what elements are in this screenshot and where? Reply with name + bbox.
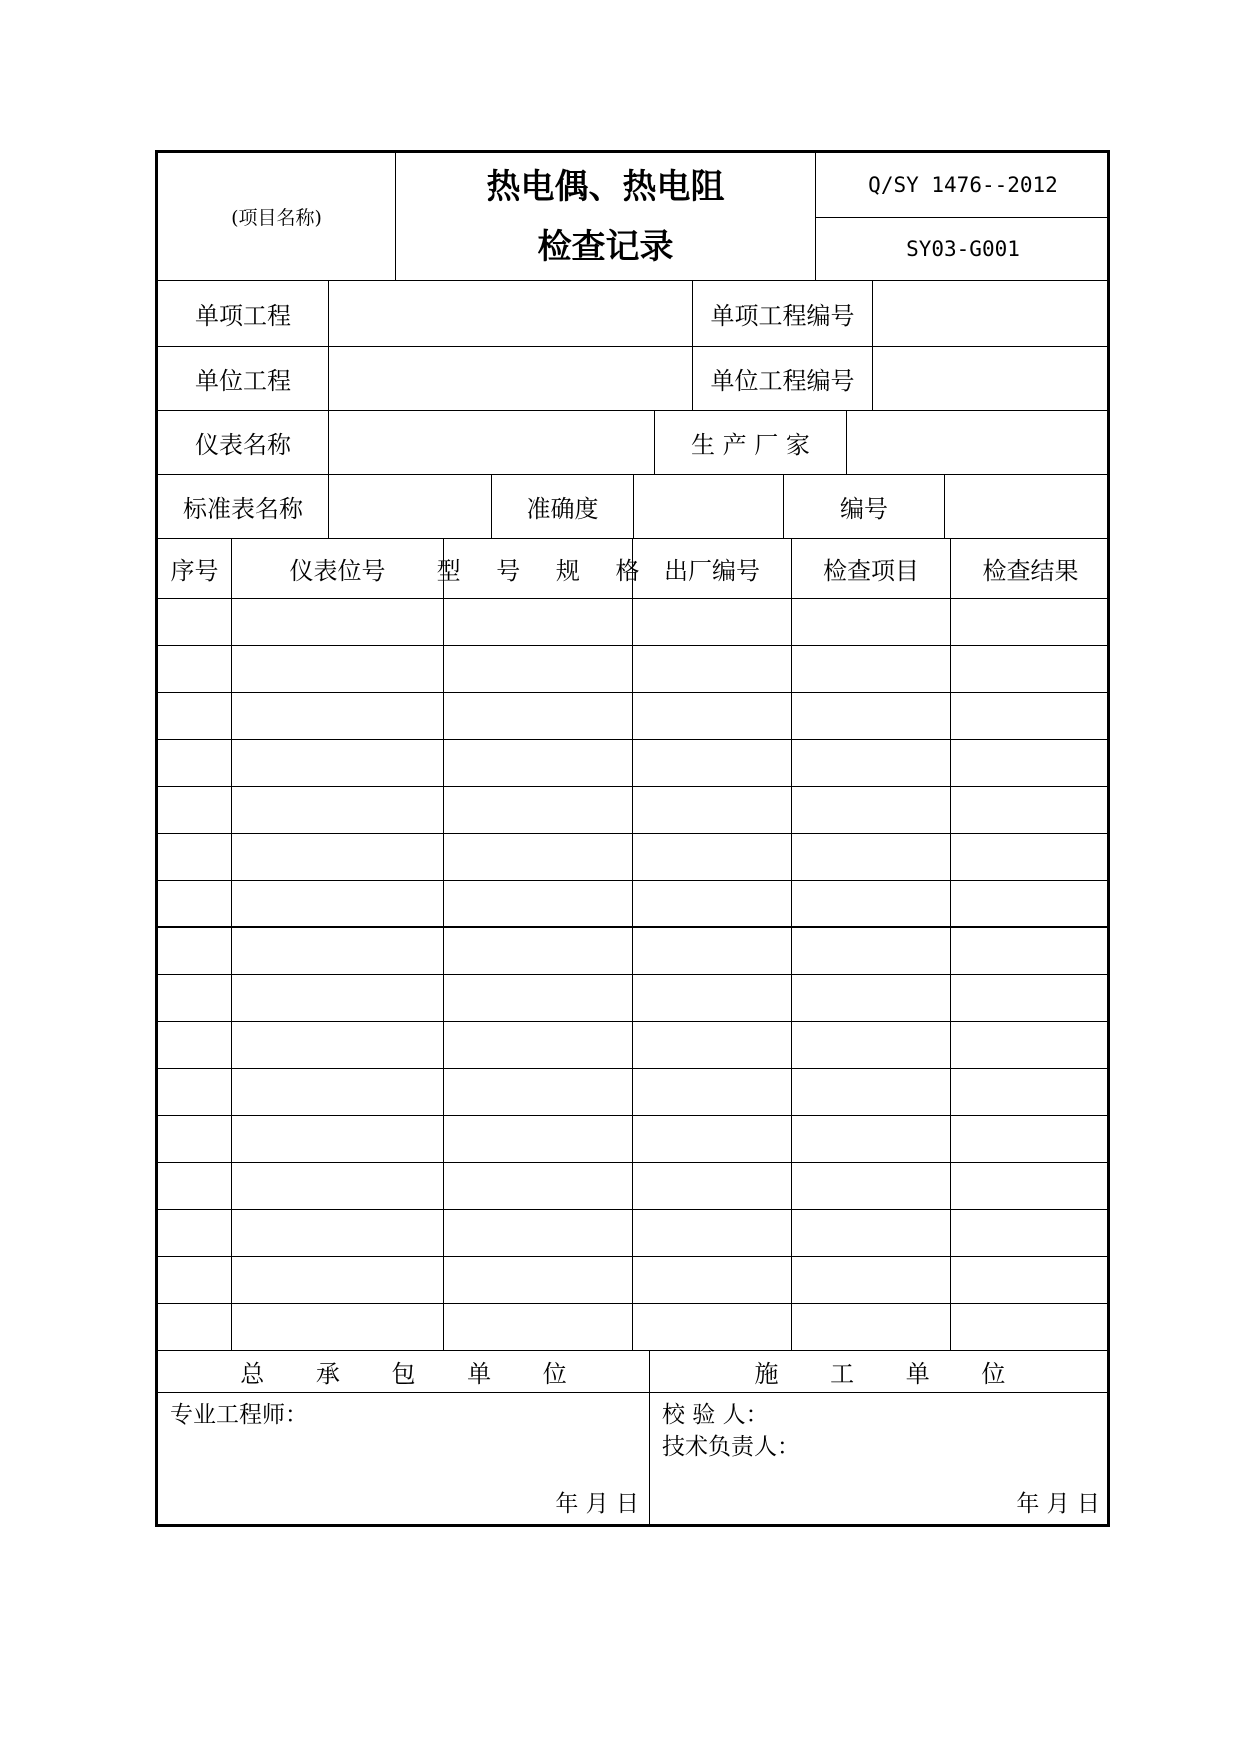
unit-project-label: 单位工程 <box>195 367 291 395</box>
cell-model[interactable] <box>443 1069 632 1115</box>
cell-model[interactable] <box>443 881 632 926</box>
table-row <box>158 693 1107 740</box>
cell-result[interactable] <box>950 1116 1110 1162</box>
table-row <box>158 834 1107 881</box>
cell-model[interactable] <box>443 693 632 739</box>
cell-seq[interactable] <box>158 646 231 692</box>
contractor-date: 年 月 日 <box>555 1491 639 1517</box>
col-header-serial: 出厂编号 <box>632 539 791 598</box>
cell-serial[interactable] <box>632 1069 791 1115</box>
table-row <box>158 1304 1107 1351</box>
table-row <box>158 1210 1107 1257</box>
construction-sign-area[interactable] <box>649 1393 1110 1524</box>
unit-project-no-label: 单位工程编号 <box>692 347 872 410</box>
standard-meter-label: 标准表名称 <box>183 495 303 523</box>
table-row <box>158 787 1107 834</box>
table-row <box>158 1116 1107 1163</box>
manufacturer-value[interactable] <box>846 411 1110 474</box>
cell-item[interactable] <box>791 928 950 974</box>
table-row <box>158 740 1107 787</box>
form-title-line1: 热电偶、热电阻 <box>486 166 725 207</box>
cell-position[interactable] <box>231 881 443 926</box>
instrument-name-value[interactable] <box>328 411 654 474</box>
cell-position[interactable] <box>231 834 443 880</box>
cell-position[interactable] <box>231 599 443 645</box>
cell-result[interactable] <box>950 1069 1110 1115</box>
cell-result[interactable] <box>950 881 1110 926</box>
cell-seq[interactable] <box>158 787 231 833</box>
cell-item[interactable] <box>791 1116 950 1162</box>
cell-position[interactable] <box>231 1022 443 1068</box>
cell-position[interactable] <box>231 693 443 739</box>
cell-seq[interactable] <box>158 1257 231 1303</box>
table-row <box>158 1022 1107 1069</box>
cell-serial[interactable] <box>632 599 791 645</box>
cell-model[interactable] <box>443 740 632 786</box>
cell-position[interactable] <box>231 1069 443 1115</box>
tech-lead-label: 技术负责人： <box>662 1434 800 1460</box>
cell-seq[interactable] <box>158 1069 231 1115</box>
cell-serial[interactable] <box>632 787 791 833</box>
cell-model[interactable] <box>443 646 632 692</box>
contractor-sign-area[interactable] <box>158 1393 649 1524</box>
cell-model[interactable] <box>443 928 632 974</box>
table-row <box>158 975 1107 1022</box>
cell-result[interactable] <box>950 740 1110 786</box>
cell-item[interactable] <box>791 740 950 786</box>
engineer-label: 专业工程师： <box>170 1402 308 1428</box>
single-project-no-label: 单项工程编号 <box>692 281 872 346</box>
manufacturer-label: 生 产 厂 家 <box>654 411 846 474</box>
cell-result[interactable] <box>950 1163 1110 1209</box>
table-row <box>158 881 1107 928</box>
col-header-item: 检查项目 <box>791 539 950 598</box>
instrument-name-label: 仪表名称 <box>195 431 291 459</box>
cell-item[interactable] <box>791 1163 950 1209</box>
construction-date: 年 月 日 <box>1016 1491 1100 1517</box>
cell-item[interactable] <box>791 1069 950 1115</box>
cell-item[interactable] <box>791 975 950 1021</box>
cell-item[interactable] <box>791 599 950 645</box>
info-row-single-project <box>158 281 1107 347</box>
cell-model[interactable] <box>443 1304 632 1350</box>
cell-seq[interactable] <box>158 1304 231 1350</box>
cell-item[interactable] <box>791 1022 950 1068</box>
cell-position[interactable] <box>231 1304 443 1350</box>
col-header-position: 仪表位号 <box>231 539 443 598</box>
checker-label: 校 验 人： <box>662 1402 769 1428</box>
form-title-line2: 检查记录 <box>537 226 674 267</box>
code-block <box>815 153 1110 280</box>
cell-item[interactable] <box>791 787 950 833</box>
cell-position[interactable] <box>231 1163 443 1209</box>
cell-model[interactable] <box>443 787 632 833</box>
cell-position[interactable] <box>231 1257 443 1303</box>
cell-seq[interactable] <box>158 1210 231 1256</box>
contractor-label: 总 承 包 单 位 <box>240 1360 589 1388</box>
cell-serial[interactable] <box>632 646 791 692</box>
footer-sign <box>158 1393 1107 1524</box>
cell-serial[interactable] <box>632 1304 791 1350</box>
cell-model[interactable] <box>443 1257 632 1303</box>
form-header <box>158 153 1107 281</box>
info-row-standard-meter <box>158 475 1107 539</box>
cell-seq[interactable] <box>158 928 231 974</box>
number-value[interactable] <box>944 475 1110 538</box>
cell-item[interactable] <box>791 693 950 739</box>
cell-model[interactable] <box>443 599 632 645</box>
cell-model[interactable] <box>443 1210 632 1256</box>
table-row <box>158 1257 1107 1304</box>
cell-position[interactable] <box>231 787 443 833</box>
cell-serial[interactable] <box>632 834 791 880</box>
accuracy-value[interactable] <box>633 475 783 538</box>
col-header-model: 型 号 规 格 <box>443 539 632 598</box>
form-code: SY03-G001 <box>906 237 1020 261</box>
cell-seq[interactable] <box>158 834 231 880</box>
construction-unit-label: 施 工 单 位 <box>649 1351 1110 1392</box>
cell-serial[interactable] <box>632 975 791 1021</box>
table-row <box>158 1069 1107 1116</box>
cell-position[interactable] <box>231 740 443 786</box>
footer-header <box>158 1351 1107 1393</box>
cell-seq[interactable] <box>158 740 231 786</box>
cell-position[interactable] <box>231 928 443 974</box>
cell-serial[interactable] <box>632 881 791 926</box>
cell-item[interactable] <box>791 1210 950 1256</box>
cell-seq[interactable] <box>158 1022 231 1068</box>
single-project-no-value[interactable] <box>872 281 1110 346</box>
unit-project-value[interactable] <box>328 347 692 410</box>
inspection-form <box>155 150 1110 1527</box>
cell-seq[interactable] <box>158 693 231 739</box>
cell-item[interactable] <box>791 881 950 926</box>
accuracy-label: 准确度 <box>491 475 633 538</box>
cell-result[interactable] <box>950 975 1110 1021</box>
info-row-instrument <box>158 411 1107 475</box>
col-header-seq: 序号 <box>170 557 219 585</box>
cell-serial[interactable] <box>632 1210 791 1256</box>
cell-seq[interactable] <box>158 975 231 1021</box>
col-header-result: 检查结果 <box>950 539 1110 598</box>
cell-position[interactable] <box>231 646 443 692</box>
cell-model[interactable] <box>443 1116 632 1162</box>
cell-serial[interactable] <box>632 1257 791 1303</box>
cell-serial[interactable] <box>632 1163 791 1209</box>
cell-seq[interactable] <box>158 599 231 645</box>
cell-result[interactable] <box>950 599 1110 645</box>
cell-result[interactable] <box>950 1210 1110 1256</box>
unit-project-no-value[interactable] <box>872 347 1110 410</box>
cell-item[interactable] <box>791 834 950 880</box>
cell-result[interactable] <box>950 928 1110 974</box>
cell-model[interactable] <box>443 975 632 1021</box>
cell-serial[interactable] <box>632 928 791 974</box>
cell-position[interactable] <box>231 975 443 1021</box>
cell-seq[interactable] <box>158 1116 231 1162</box>
cell-serial[interactable] <box>632 1022 791 1068</box>
cell-serial[interactable] <box>632 693 791 739</box>
table-row <box>158 599 1107 646</box>
standard-code: Q/SY 1476--2012 <box>816 153 1110 218</box>
cell-item[interactable] <box>791 1257 950 1303</box>
cell-serial[interactable] <box>632 1116 791 1162</box>
cell-model[interactable] <box>443 1022 632 1068</box>
table-header <box>158 539 1107 599</box>
cell-model[interactable] <box>443 1163 632 1209</box>
cell-model[interactable] <box>443 834 632 880</box>
cell-result[interactable] <box>950 693 1110 739</box>
cell-result[interactable] <box>950 1022 1110 1068</box>
project-name: (项目名称) <box>231 207 322 229</box>
cell-position[interactable] <box>231 1116 443 1162</box>
form-title <box>395 153 815 280</box>
info-row-unit-project <box>158 347 1107 411</box>
single-project-value[interactable] <box>328 281 692 346</box>
cell-serial[interactable] <box>632 740 791 786</box>
cell-position[interactable] <box>231 1210 443 1256</box>
cell-seq[interactable] <box>158 1163 231 1209</box>
cell-item[interactable] <box>791 1304 950 1350</box>
standard-meter-value[interactable] <box>328 475 491 538</box>
cell-seq[interactable] <box>158 881 231 926</box>
table-row <box>158 928 1107 975</box>
cell-result[interactable] <box>950 787 1110 833</box>
cell-result[interactable] <box>950 1257 1110 1303</box>
cell-result[interactable] <box>950 1304 1110 1350</box>
table-row <box>158 646 1107 693</box>
cell-result[interactable] <box>950 834 1110 880</box>
cell-result[interactable] <box>950 646 1110 692</box>
number-label: 编号 <box>783 475 944 538</box>
table-row <box>158 1163 1107 1210</box>
single-project-label: 单项工程 <box>195 302 291 330</box>
cell-item[interactable] <box>791 646 950 692</box>
